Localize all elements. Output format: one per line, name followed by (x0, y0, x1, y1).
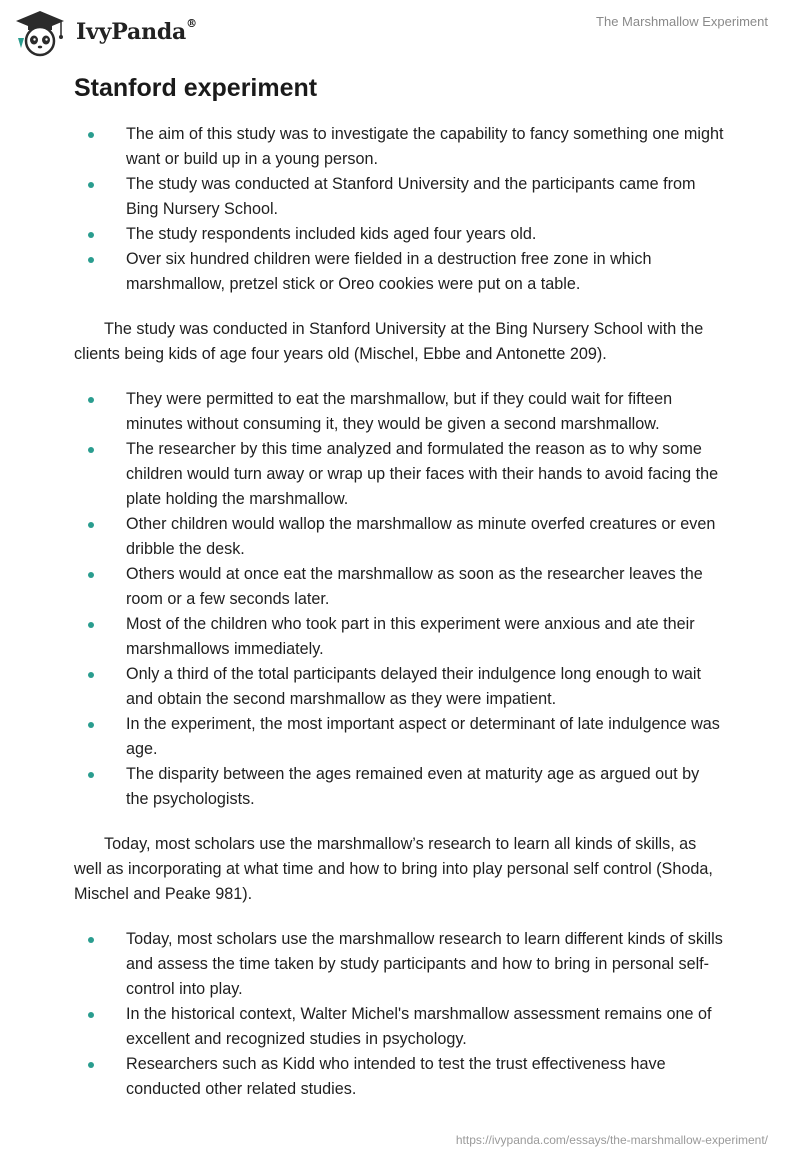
bullet-icon (88, 722, 94, 728)
list-item: Other children would wallop the marshmallow as minute overfed creatures or even dribble the desk. (74, 512, 726, 562)
bullet-icon (88, 232, 94, 238)
document-title: The Marshmallow Experiment (596, 14, 768, 29)
bullet-icon (88, 622, 94, 628)
list-item: The disparity between the ages remained even at maturity age as argued out by the psychologists. (74, 762, 726, 812)
bullet-icon (88, 132, 94, 138)
bullet-icon (88, 772, 94, 778)
list-item: Others would at once eat the marshmallow as soon as the researcher leaves the room or a few seconds later. (74, 562, 726, 612)
bullet-icon (88, 522, 94, 528)
bullet-icon (88, 397, 94, 403)
list-item: Today, most scholars use the marshmallow research to learn different kinds of skills and assess the time taken by study participants and how to bring in personal self- control into play. (74, 927, 726, 1002)
list-item: They were permitted to eat the marshmallow, but if they could wait for fifteen minutes without consuming it, they would be given a second marshmallow. (74, 387, 726, 437)
list-item: The researcher by this time analyzed and formulated the reason as to why some children would turn away or wrap up their faces with their hands to avoid facing the plate holding the marshmallow. (74, 437, 726, 512)
list-item: The study respondents included kids aged four years old. (74, 222, 726, 247)
bullet-list-3 (74, 927, 726, 1102)
bullet-icon (88, 572, 94, 578)
list-item: The study was conducted at Stanford University and the participants came from Bing Nursery School. (74, 172, 726, 222)
list-item: Over six hundred children were fielded in a destruction free zone in which marshmallow, pretzel stick or Oreo cookies were put on a table. (74, 247, 726, 297)
bullet-icon (88, 182, 94, 188)
bullet-icon (88, 447, 94, 453)
bullet-icon (88, 937, 94, 943)
bullet-list-2 (74, 387, 726, 812)
bullet-icon (88, 257, 94, 263)
paragraph: The study was conducted in Stanford University at the Bing Nursery School with the clients being kids of age four years old (Mischel, Ebbe and Antonette 209). (74, 320, 704, 363)
list-item: Researchers such as Kidd who intended to test the trust effectiveness have conducted other related studies. (74, 1052, 726, 1102)
bullet-icon (88, 1062, 94, 1068)
bullet-icon (88, 1012, 94, 1018)
panda-graduate-icon[interactable] (14, 8, 66, 58)
list-item: The aim of this study was to investigate the capability to fancy something one might want or build up in a young person. (74, 122, 726, 172)
list-item: Most of the children who took part in this experiment were anxious and ate their marshmallows immediately. (74, 612, 726, 662)
list-item: Only a third of the total participants delayed their indulgence long enough to wait and obtain the second marshmallow as they were impatient. (74, 662, 726, 712)
essay-content (74, 122, 726, 1102)
bullet-icon (88, 672, 94, 678)
page-header (0, 0, 800, 64)
bullet-list-1 (74, 122, 726, 297)
brand-name[interactable]: IvyPanda® (76, 16, 197, 45)
section-heading: Stanford experiment (74, 74, 318, 102)
paragraph: Today, most scholars use the marshmallow’s research to learn all kinds of skills, as well as incorporating at what time and how to bring into play personal self control (Shoda, Mischel and Peake 981). (74, 835, 713, 903)
source-url[interactable]: https://ivypanda.com/essays/the-marshmallow-experiment/ (455, 1133, 768, 1147)
list-item: In the historical context, Walter Michel's marshmallow assessment remains one of excellent and recognized studies in psychology. (74, 1002, 726, 1052)
list-item: In the experiment, the most important aspect or determinant of late indulgence was age. (74, 712, 726, 762)
